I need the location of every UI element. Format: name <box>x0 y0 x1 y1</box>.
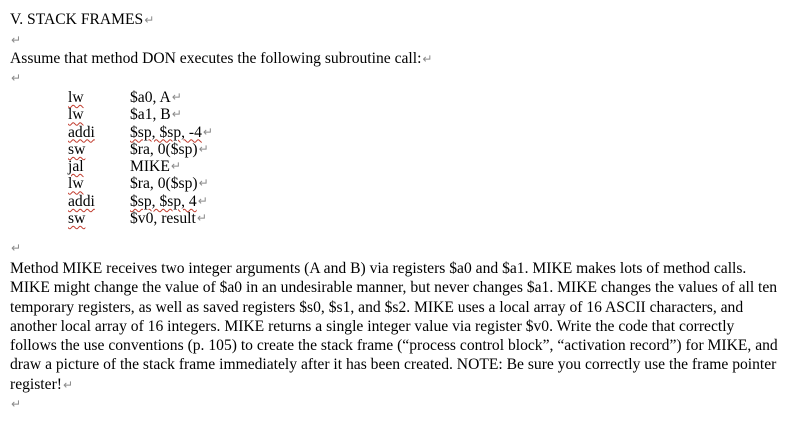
paragraph-mark-icon: ↵ <box>171 107 182 122</box>
code-line <box>68 124 213 141</box>
code-line <box>68 106 213 123</box>
instruction-op: lw <box>68 175 84 193</box>
instruction-args: MIKE <box>130 158 170 176</box>
instruction-op: sw <box>68 210 86 228</box>
paragraph-mark-icon: ↵ <box>11 71 22 85</box>
instruction-args: $ra, 0($sp) <box>130 175 198 193</box>
empty-paragraph <box>10 68 21 88</box>
code-line <box>68 175 213 192</box>
instruction-args: $ra, 0($sp) <box>130 140 198 158</box>
instruction-args: $sp, $sp, -4 <box>130 123 202 141</box>
instruction-op: sw <box>68 140 86 158</box>
assembly-code-block <box>68 89 213 227</box>
code-line <box>68 210 213 227</box>
paragraph-mark-icon: ↵ <box>196 211 207 226</box>
paragraph-mark-icon: ↵ <box>171 90 182 104</box>
paragraph-mark-icon: ↵ <box>170 159 181 174</box>
code-line <box>68 89 213 106</box>
paragraph-mark-icon: ↵ <box>198 141 209 156</box>
instruction-args: $a1, B <box>130 106 171 124</box>
paragraph-mark-icon: ↵ <box>11 33 22 47</box>
intro-text: Assume that method DON executes the following subroutine call: <box>10 50 422 67</box>
paragraph-mark-icon: ↵ <box>422 52 433 66</box>
paragraph-mark-icon: ↵ <box>11 241 22 255</box>
paragraph-mark-icon: ↵ <box>198 176 209 191</box>
empty-paragraph <box>10 30 21 50</box>
instruction-op: addi <box>68 123 95 141</box>
problem-paragraph <box>10 259 780 395</box>
section-heading-text: V. STACK FRAMES <box>10 11 144 28</box>
instruction-op: lw <box>68 106 84 124</box>
instruction-args: $sp, $sp, 4 <box>130 192 197 210</box>
paragraph-mark-icon: ↵ <box>144 13 155 27</box>
paragraph-mark-icon: ↵ <box>202 124 213 139</box>
instruction-op: jal <box>68 158 84 176</box>
empty-paragraph <box>10 394 21 414</box>
code-line <box>68 193 213 210</box>
instruction-op: addi <box>68 192 95 210</box>
empty-paragraph <box>10 238 21 258</box>
code-line <box>68 141 213 158</box>
code-line <box>68 158 213 175</box>
section-heading <box>10 10 154 30</box>
intro-sentence <box>10 49 432 69</box>
problem-text: Method MIKE receives two integer arguments (A and B) via registers $a0 and $a1. MIKE makes lots of method calls. MIKE might change the value of $a0 in an undesirable manner, but never changes $a1. MIKE changes the values of all ten temporary registers, as well as saved registers $s0, $s1, and $s2. MIKE uses a local array of 16 ASCII characters, and another local array of 16 integers. MIKE returns a single integer value via register $v0. Write the code that correctly follows the use conventions (p. 105) to create the stack frame (“process control block”, “activation record”) for MIKE, and draw a picture of the stack frame immediately after it has been created. NOTE: Be sure you correctly use the frame pointer register! <box>10 260 778 393</box>
instruction-op: lw <box>68 89 84 106</box>
paragraph-mark-icon: ↵ <box>11 397 22 411</box>
instruction-args: $v0, result <box>130 210 196 228</box>
paragraph-mark-icon: ↵ <box>197 193 208 208</box>
paragraph-mark-icon: ↵ <box>62 377 74 392</box>
instruction-args: $a0, A <box>130 89 171 106</box>
